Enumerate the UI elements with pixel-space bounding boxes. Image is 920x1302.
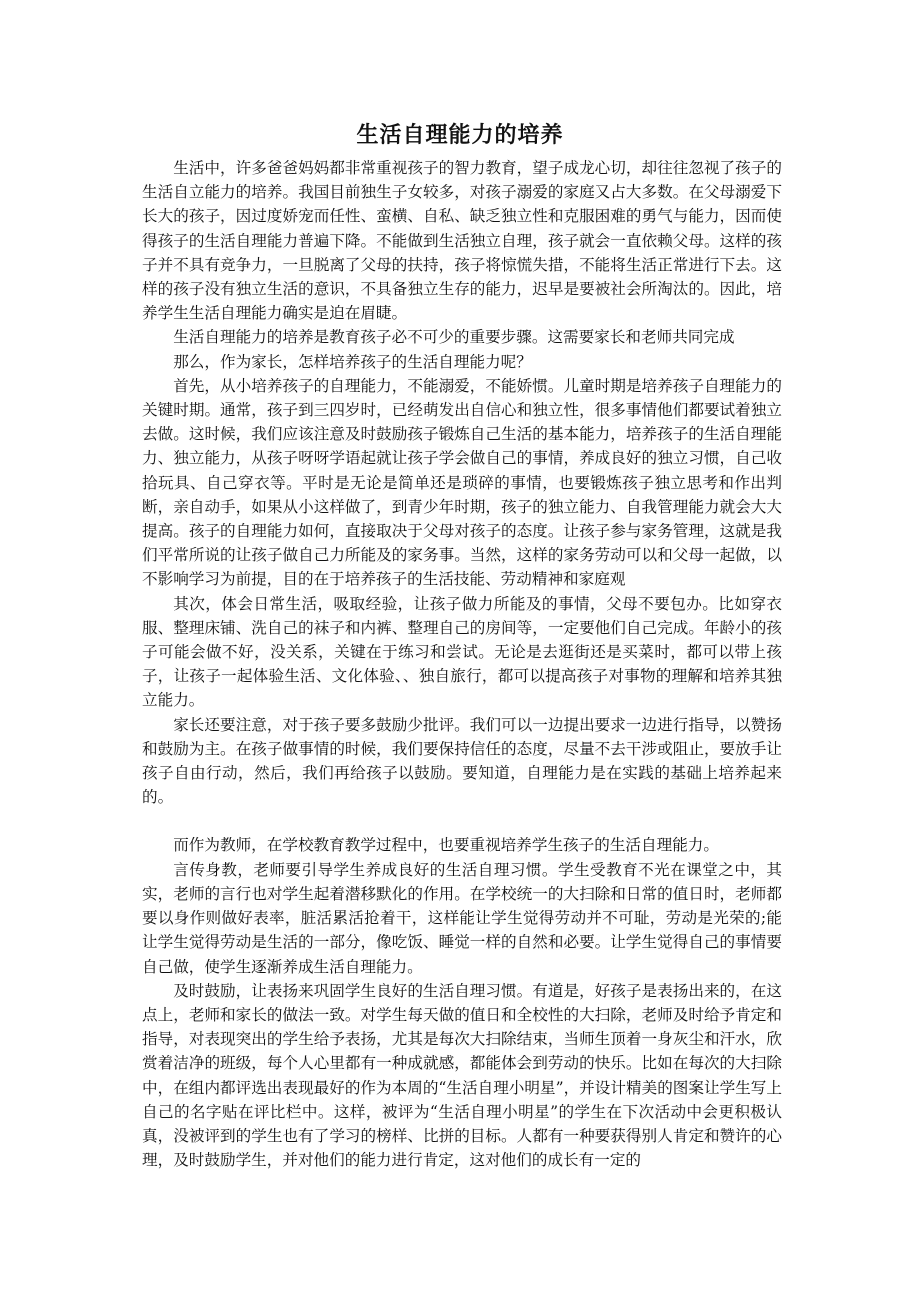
- document-body: [142, 156, 782, 1172]
- paragraph-lead-by-example: 言传身教，老师要引导学生养成良好的生活自理习惯。学生受教育不光在课堂之中，其实，老师的言行也对学生起着潜移默化的作用。在学校统一的大扫除和日常的值日时，老师都要以身作则做好表率，脏活累活抢着干，这样能让学生觉得劳动并不可耻，劳动是光荣的;能让学生觉得劳动是生活的一部分，像吃饭、睡觉一样的自然和必要。让学生觉得自己的事情要自己做，使学生逐渐养成生活自理能力。: [142, 860, 782, 976]
- paragraph-timely-praise: 及时鼓励，让表扬来巩固学生良好的生活自理习惯。有道是，好孩子是表扬出来的，在这点上，老师和家长的做法一致。对学生每天做的值日和全校性的大扫除，老师及时给予肯定和指导，对表现突出的学生给予表扬，尤其是每次大扫除结束，当师生顶着一身灰尘和汗水，欣赏着洁净的班级，每个人心里都有一种成就感，都能体会到劳动的快乐。比如在每次的大扫除中，在组内都评选出表现最好的作为本周的“生活自理小明星”，并设计精美的图案让学生写上自己的名字贴在评比栏中。这样，被评为“生活自理小明星”的学生在下次活动中会更积极认真，没被评到的学生也有了学习的榜样、比拼的目标。人都有一种要获得别人肯定和赞许的心理，及时鼓励学生，并对他们的能力进行肯定，这对他们的成长有一定的: [142, 981, 782, 1170]
- paragraph-intro: 生活中，许多爸爸妈妈都非常重视孩子的智力教育，望子成龙心切，却往往忽视了孩子的生活自立能力的培养。我国目前独生子女较多，对孩子溺爱的家庭又占大多数。在父母溺爱下长大的孩子，因过度娇宠而任性、蛮横、自私、缺乏独立性和克服困难的勇气与能力，因而使得孩子的生活自理能力普遍下降。不能做到生活独立自理，孩子就会一直依赖父母。这样的孩子并不具有竞争力，一旦脱离了父母的扶持，孩子将惊慌失措，不能将生活正常进行下去。这样的孩子没有独立生活的意识，不具备独立生存的能力，迟早是要被社会所淘汰的。因此，培养学生生活自理能力确实是迫在眉睫。: [142, 159, 782, 323]
- paragraph-question: 那么，作为家长，怎样培养孩子的生活自理能力呢？: [173, 352, 532, 371]
- document-title: 生活自理能力的培养: [356, 123, 564, 148]
- paragraph-teacher-intro: 而作为教师，在学校教育教学过程中，也要重视培养学生孩子的生活自理能力。: [173, 836, 719, 855]
- paragraph-importance: 生活自理能力的培养是教育孩子必不可少的重要步骤。这需要家长和老师共同完成: [173, 328, 735, 347]
- paragraph-encourage: 家长还要注意，对于孩子要多鼓励少批评。我们可以一边提出要求一边进行指导，以赞扬和鼓励为主。在孩子做事情的时候，我们要保持信任的态度，尽量不去干涉或阻止，要放手让孩子自由行动，然后，我们再给孩子以鼓励。要知道，自理能力是在实践的基础上培养起来的。: [142, 715, 782, 807]
- paragraph-second: 其次，体会日常生活，吸取经验，让孩子做力所能及的事情，父母不要包办。比如穿衣服、整理床铺、洗自己的袜子和内裤、整理自己的房间等，一定要他们自己完成。年龄小的孩子可能会做不好，没关系，关键在于练习和尝试。无论是去逛街还是买菜时，都可以带上孩子，让孩子一起体验生活、文化体验、、独自旅行，都可以提高孩子对事物的理解和培养其独立能力。: [142, 594, 782, 710]
- paragraph-first: 首先，从小培养孩子的自理能力，不能溺爱，不能娇惯。儿童时期是培养孩子自理能力的关键时期。通常，孩子到三四岁时，已经萌发出自信心和独立性，很多事情他们都要试着独立去做。这时候，我们应该注意及时鼓励孩子锻炼自己生活的基本能力，培养孩子的生活自理能力、独立能力，从孩子呀呀学语起就让孩子学会做自己的事情，养成良好的独立习惯，自己收拾玩具、自己穿衣等。平时是无论是简单还是琐碎的事情，也要锻炼孩子独立思考和作出判断，亲自动手，如果从小这样做了，到青少年时期，孩子的独立能力、自我管理能力就会大大提高。孩子的自理能力如何，直接取决于父母对孩子的态度。让孩子参与家务管理，这就是我们平常所说的让孩子做自己力所能及的家务事。当然，这样的家务劳动可以和父母一起做，以不影响学习为前提，目的在于培养孩子的生活技能、劳动精神和家庭观: [142, 376, 782, 589]
